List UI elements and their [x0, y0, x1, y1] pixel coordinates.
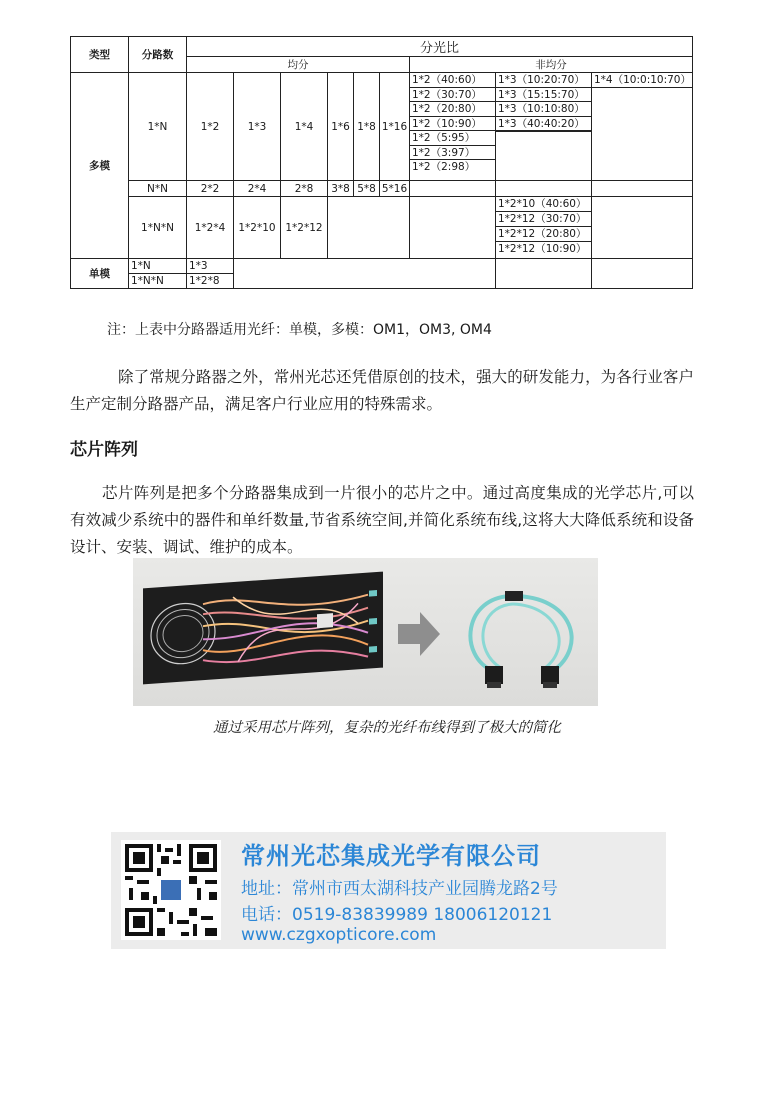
company-website[interactable]: www.czgxopticore.com [241, 925, 437, 945]
company-phone: 电话：0519-83839989 18006120121 [241, 905, 553, 925]
even-cell: 3*8 [328, 181, 354, 197]
ports-cell: 1*N*N [131, 275, 164, 287]
even-cell: 1*6 [328, 73, 354, 181]
photo-caption: 通过采用芯片阵列，复杂的光纤布线得到了极大的简化 [213, 720, 561, 736]
header-ports: 分路数 [129, 37, 187, 73]
uneven-cell: 1*2（5:95） [410, 131, 495, 146]
table-note: 注：上表中分路器适用光纤：单模，多模：OM1，OM3, OM4 [107, 322, 492, 338]
single-even-list [187, 259, 233, 288]
uneven-list-1x3 [496, 73, 591, 180]
even-cell: 1*2*10 [234, 197, 281, 259]
type-singlemode: 单模 [71, 259, 129, 289]
even-cell: 2*8 [281, 181, 328, 197]
even-cell: 1*2*4 [187, 197, 234, 259]
even-cell: 1*2*12 [281, 197, 328, 259]
even-cell: 1*2 [187, 73, 234, 181]
ports-cell: 1*N [129, 73, 187, 181]
chip-array-paragraph: 芯片阵列是把多个分路器集成到一片很小的芯片之中。通过高度集成的光学芯片,可以有效减少系统中的器件和单纤数量,节省系统空间,并简化系统布线,这将大大降低系统和设备设计、安装、调试、维护的成本。 [70, 484, 694, 556]
even-cell: 5*16 [380, 181, 410, 197]
uneven-cell: 1*3（10:10:80） [496, 102, 591, 117]
section-title-chip-array: 芯片阵列 [70, 440, 138, 460]
simplified-cable-drawing [453, 576, 593, 696]
single-ports-list [129, 259, 186, 288]
uneven-cell: 1*2*12（10:90） [498, 243, 587, 255]
even-cell: 1*4 [281, 73, 328, 181]
even-cell: 1*3 [187, 259, 233, 274]
uneven-list-1x4 [592, 73, 692, 180]
uneven-cell: 1*2（30:70） [410, 88, 495, 103]
uneven-cell: 1*3（15:15:70） [496, 88, 591, 103]
company-address: 地址：常州市西太湖科技产业园腾龙路2号 [241, 879, 558, 899]
chip-array-comparison-photo [133, 558, 598, 706]
ports-cell: 1*N*N [129, 197, 187, 259]
company-name: 常州光芯集成光学有限公司 [241, 842, 541, 870]
splitter-spec-table [70, 36, 693, 289]
uneven-cell: 1*2（2:98） [412, 161, 476, 173]
even-cell: 2*4 [234, 181, 281, 197]
uneven-cell: 1*4（10:0:10:70） [594, 74, 691, 86]
uneven-list-1x2xN [496, 197, 591, 256]
even-cell: 1*2*8 [189, 275, 220, 287]
uneven-list-1x2 [410, 73, 495, 180]
uneven-cell: 1*2*12（30:70） [496, 212, 591, 227]
type-multimode: 多模 [71, 73, 129, 259]
complex-fiber-board [143, 572, 383, 685]
uneven-cell: 1*2*10（40:60） [496, 197, 591, 212]
uneven-cell: 1*2（3:97） [410, 146, 495, 161]
uneven-cell: 1*2（20:80） [410, 102, 495, 117]
even-cell: 1*16 [380, 73, 410, 181]
uneven-cell: 1*2（10:90） [410, 117, 495, 132]
uneven-cell: 1*3（10:20:70） [496, 73, 591, 88]
ports-cell: 1*N [129, 259, 186, 274]
contact-card [111, 832, 666, 949]
header-type: 类型 [71, 37, 129, 73]
header-ratio: 分光比 [187, 37, 693, 57]
qr-code-icon [121, 840, 221, 940]
uneven-cell: 1*2*12（20:80） [496, 227, 591, 242]
header-uneven: 非均分 [410, 57, 693, 73]
uneven-cell: 1*2（40:60） [410, 73, 495, 88]
even-cell: 1*8 [354, 73, 380, 181]
even-cell: 2*2 [187, 181, 234, 197]
even-cell: 5*8 [354, 181, 380, 197]
ports-cell: N*N [129, 181, 187, 197]
header-even: 均分 [187, 57, 410, 73]
custom-splitter-paragraph: 除了常规分路器之外，常州光芯还凭借原创的技术，强大的研发能力，为各行业客户生产定制分路器产品，满足客户行业应用的特殊需求。 [70, 368, 694, 413]
fiber-bundle-drawing [143, 572, 383, 685]
uneven-cell: 1*3（40:40:20） [496, 117, 591, 132]
even-cell: 1*3 [234, 73, 281, 181]
